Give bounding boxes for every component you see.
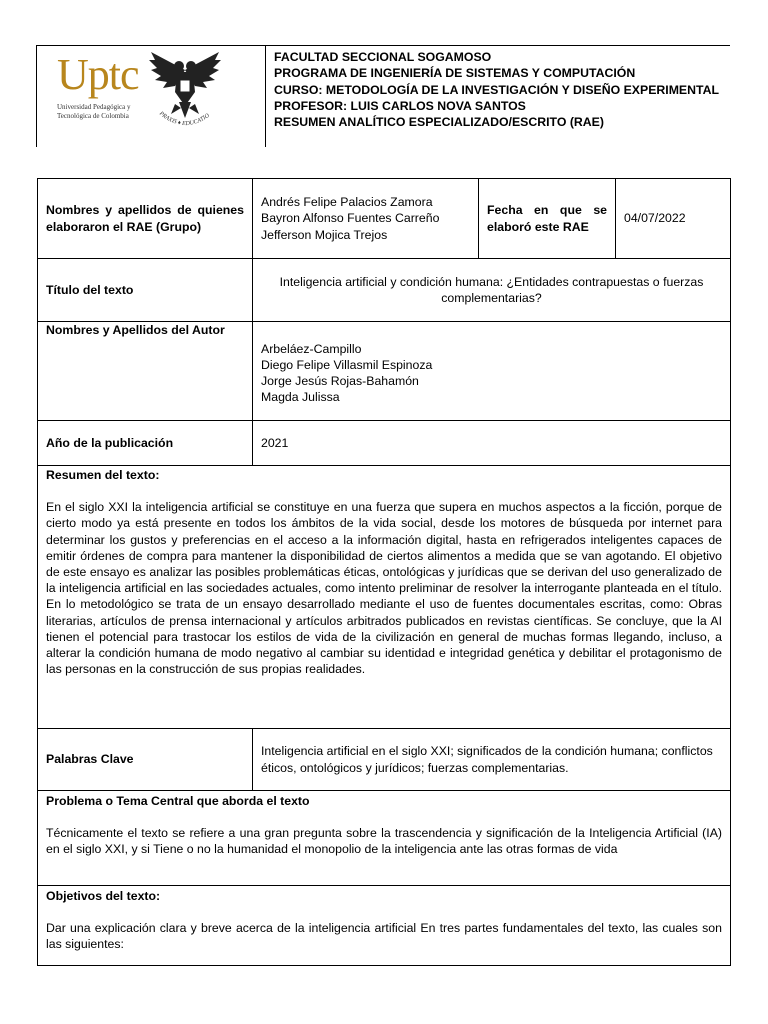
row-summary <box>38 466 731 729</box>
summary-label: Resumen del texto: <box>46 468 160 482</box>
year-label: Año de la publicación <box>38 421 253 466</box>
summary-cell <box>38 466 731 729</box>
problem-cell <box>38 791 731 886</box>
header-line-professor: PROFESOR: LUIS CARLOS NOVA SANTOS <box>274 98 526 113</box>
row-keywords <box>38 729 731 791</box>
title-label: Título del texto <box>38 259 253 322</box>
text-authors-label: Nombres y Apellidos del Autor <box>38 322 253 421</box>
problem-text: Técnicamente el texto se refiere a una gran pregunta sobre la trascendencia y significación de la Inteligencia Artificial (IA) en el siglo XXI, y si Tiene o no la humanidad el monopolio de la inteligencia ante las otras formas de vida <box>46 826 722 857</box>
logo-subtitle: Universidad Pedagógica y Tecnológica de Colombia <box>57 103 131 120</box>
objectives-text: Dar una explicación clara y breve acerca de la inteligencia artificial En tres partes fundamentales del texto, las cuales son las siguientes: <box>46 921 722 952</box>
rae-authors-label: Nombres y apellidos de quienes elaboraron el RAE (Grupo) <box>38 179 253 259</box>
header-line-faculty: FACULTAD SECCIONAL SOGAMOSO <box>274 50 492 64</box>
header-line-program: PROGRAMA DE INGENIERÍA DE SISTEMAS Y COMPUTACIÓN <box>274 66 636 81</box>
rae-authors-value: Andrés Felipe Palacios Zamora Bayron Alfonso Fuentes Carreño Jefferson Mojica Trejos <box>253 179 479 259</box>
uptc-logo: Uptc <box>57 50 139 99</box>
header-line-course: CURSO: METODOLOGÍA DE LA INVESTIGACIÓN Y DISEÑO EXPERIMENTAL <box>274 82 720 97</box>
keywords-label: Palabras Clave <box>38 729 253 791</box>
row-year <box>38 421 731 466</box>
row-problem <box>38 791 731 886</box>
document-header <box>36 45 730 147</box>
date-value: 04/07/2022 <box>616 179 731 259</box>
title-value: Inteligencia artificial y condición humana: ¿Entidades contrapuestas o fuerzas complementarias? <box>253 259 731 322</box>
keywords-value: Inteligencia artificial en el siglo XXI; significados de la condición humana; conflictos éticos, ontológicos y jurídicos; fuerzas complementarias. <box>253 729 731 791</box>
summary-text: En el siglo XXI la inteligencia artificial se constituye en una fuerza que supera en muchos aspectos a la ficción, porque de cierto modo ya está presente en todos los ámbitos de la vida social, desde los motores de búsqueda por internet para determinar los gustos y preferencias en el acceso a la información digital, hasta en refrigerados inteligentes capaces de emitir órdenes de compra para mantener la disponibilidad de ciertos alimentos a medida que se van agotando. El objetivo de este ensayo es analizar las posibles problemáticas éticas, ontológicas y jurídicas que se derivan del uso generalizado de la inteligencia artificial en las sociedades actuales, como intento preliminar de resolver la interrogante planteada en el título. En lo metodológico se trata de un ensayo desarrollado mediante el uso de fuentes documentales escritas, como: Obras literarias, artículos de prensa internacional y artículos arbitrados publicados en revistas científicas. Se concluye, que la AI tienen el potencial para trastocar los estilos de vida de la civilización en general de muchas formas llegando, incluso, a alterar la condición humana de modo negativo al cambiar su identidad e integridad genética y debilitar el protagonismo de las personas en la construcción de sus propias realidades. <box>46 500 722 677</box>
row-text-authors <box>38 322 731 421</box>
logo-cell <box>37 46 266 147</box>
objectives-label: Objetivos del texto: <box>46 889 161 903</box>
row-title <box>38 259 731 322</box>
logo-motto: PRAXIS ♦ EDUCATIO <box>157 110 211 128</box>
header-titles <box>274 49 727 130</box>
date-label: Fecha en que se elaboró este RAE <box>479 179 616 259</box>
rae-table <box>37 178 731 966</box>
eagle-crest-icon <box>145 48 225 138</box>
header-line-rae: RESUMEN ANALÍTICO ESPECIALIZADO/ESCRITO (RAE) <box>274 115 604 130</box>
row-objectives <box>38 886 731 966</box>
problem-label: Problema o Tema Central que aborda el texto <box>46 794 310 808</box>
row-rae-authors <box>38 179 731 259</box>
year-value: 2021 <box>253 421 731 466</box>
text-authors-value: Arbeláez-Campillo Diego Felipe Villasmil Espinoza Jorge Jesús Rojas-Bahamón Magda Julissa <box>253 322 731 421</box>
objectives-cell <box>38 886 731 966</box>
